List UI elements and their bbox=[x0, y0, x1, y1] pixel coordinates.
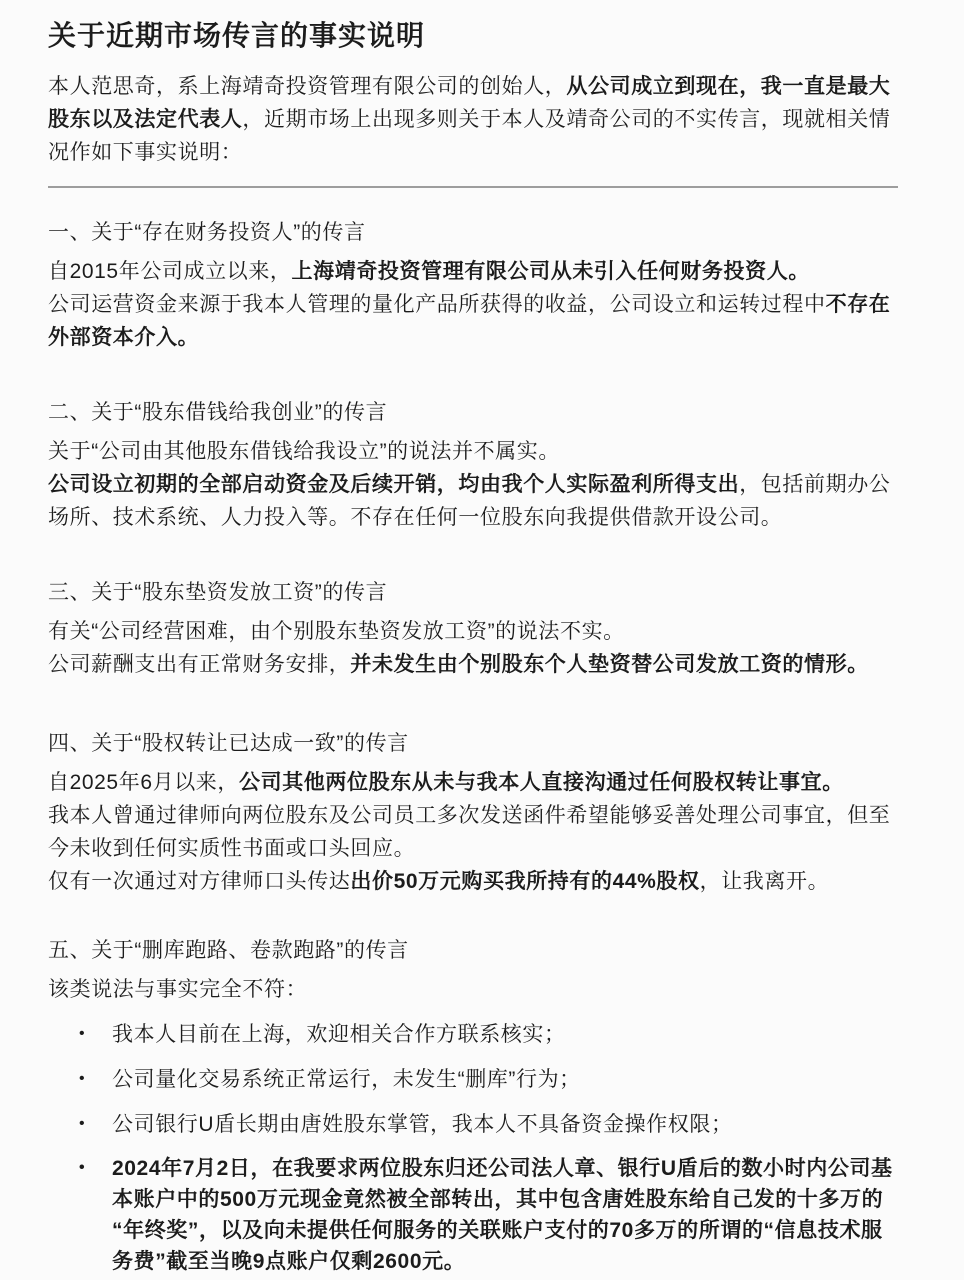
bullet-item bbox=[48, 1018, 898, 1051]
text-run: 自2025年6月以来， bbox=[48, 771, 239, 794]
section-run-away-rumor bbox=[48, 934, 898, 1277]
section-heading: 一、关于“存在财务投资人”的传言 bbox=[48, 221, 366, 244]
section-heading: 四、关于“股权转让已达成一致”的传言 bbox=[48, 732, 409, 755]
bullet-icon: • bbox=[79, 1159, 86, 1176]
section-heading: 五、关于“删库跑路、卷款跑路”的传言 bbox=[48, 939, 409, 962]
section-salary-advance-rumor bbox=[48, 576, 898, 681]
section-shareholder-loan-rumor bbox=[48, 396, 898, 534]
body-line bbox=[48, 766, 898, 799]
bold-text-run: 公司设立初期的全部启动资金及后续开销，均由我个人实际盈利所得支出 bbox=[48, 473, 740, 496]
section-heading: 三、关于“股东垫资发放工资”的传言 bbox=[48, 581, 388, 604]
bullet-text: 我本人目前在上海，欢迎相关合作方联系核实； bbox=[112, 1023, 566, 1046]
text-run: ，近期市场上出现多则关于本人及靖奇公司的不实传言，现就相关情况作如下事实说明： bbox=[48, 108, 891, 164]
text-run: 我本人曾通过律师向两位股东及公司员工多次发送函件希望能够妥善处理公司事宜，但至今未收到任何实质性书面或口头回应。 bbox=[48, 804, 891, 860]
bold-text-run: 并未发生由个别股东个人垫资替公司发放工资的情形。 bbox=[350, 653, 869, 676]
body-line bbox=[48, 799, 898, 865]
section-body bbox=[48, 615, 898, 681]
bullet-text: 公司量化交易系统正常运行，未发生“删库”行为； bbox=[112, 1068, 581, 1091]
bullet-icon: • bbox=[79, 1070, 86, 1087]
bullet-text: 2024年7月2日，在我要求两位股东归还公司法人章、银行U盾后的数小时内公司基本账户中的500万元现金竟然被全部转出，其中包含唐姓股东给自己发的十多万的“年终奖”，以及向未提供任何服务的关联账户支付的70多万的所谓的“信息技术服务费”截至当晚9点账户仅剩2600元。 bbox=[112, 1157, 893, 1273]
body-line bbox=[48, 865, 898, 898]
text-run: 本人范思奇，系上海靖奇投资管理有限公司的创始人， bbox=[48, 75, 567, 98]
section-body bbox=[48, 255, 898, 354]
bullet-item bbox=[48, 1153, 898, 1277]
bullet-item bbox=[48, 1108, 898, 1141]
facts-bullet-list bbox=[48, 1018, 898, 1277]
bullet-icon: • bbox=[79, 1025, 86, 1042]
text-run: 有关“公司经营困难，由个别股东垫资发放工资”的说法不实。 bbox=[48, 620, 625, 643]
bold-text-run: 公司其他两位股东从未与我本人直接沟通过任何股权转让事宜。 bbox=[239, 771, 844, 794]
bullet-text: 公司银行U盾长期由唐姓股东掌管，我本人不具备资金操作权限； bbox=[112, 1113, 733, 1136]
body-line bbox=[48, 468, 898, 534]
bullet-item bbox=[48, 1063, 898, 1096]
text-run: 公司运营资金来源于我本人管理的量化产品所获得的收益，公司设立和运转过程中 bbox=[48, 293, 826, 316]
section-lead: 该类说法与事实完全不符： bbox=[48, 978, 308, 1001]
text-run: ，包括前期办公场所、技术系统、人力投入等。不存在任何一位股东向我提供借款开设公司。 bbox=[48, 473, 891, 529]
bold-text-run: 出价50万元购买我所持有的44%股权 bbox=[350, 870, 700, 893]
bold-text-run: 从公司成立到现在，我一直是最大股东以及法定代表人 bbox=[48, 75, 891, 131]
body-line bbox=[48, 435, 898, 468]
text-run: 关于“公司由其他股东借钱给我设立”的说法并不属实。 bbox=[48, 440, 560, 463]
body-line bbox=[48, 648, 898, 681]
document-title: 关于近期市场传言的事实说明 bbox=[48, 20, 426, 51]
section-heading: 二、关于“股东借钱给我创业”的传言 bbox=[48, 401, 388, 424]
body-line bbox=[48, 255, 898, 288]
bold-text-run: 上海靖奇投资管理有限公司从未引入任何财务投资人。 bbox=[291, 260, 810, 283]
divider bbox=[48, 186, 898, 188]
bold-text-run: 不存在外部资本介入。 bbox=[48, 293, 891, 349]
text-run: 自2015年公司成立以来， bbox=[48, 260, 292, 283]
body-line bbox=[48, 615, 898, 648]
section-body bbox=[48, 766, 898, 898]
bullet-icon: • bbox=[79, 1115, 86, 1132]
text-run: 公司薪酬支出有正常财务安排， bbox=[48, 653, 351, 676]
text-run: 仅有一次通过对方律师口头传达 bbox=[48, 870, 351, 893]
text-run: ，让我离开。 bbox=[699, 870, 830, 893]
section-equity-transfer-rumor bbox=[48, 727, 898, 898]
intro-paragraph bbox=[48, 70, 898, 169]
section-body bbox=[48, 435, 898, 534]
body-line bbox=[48, 288, 898, 354]
section-financial-investor-rumor bbox=[48, 216, 898, 354]
